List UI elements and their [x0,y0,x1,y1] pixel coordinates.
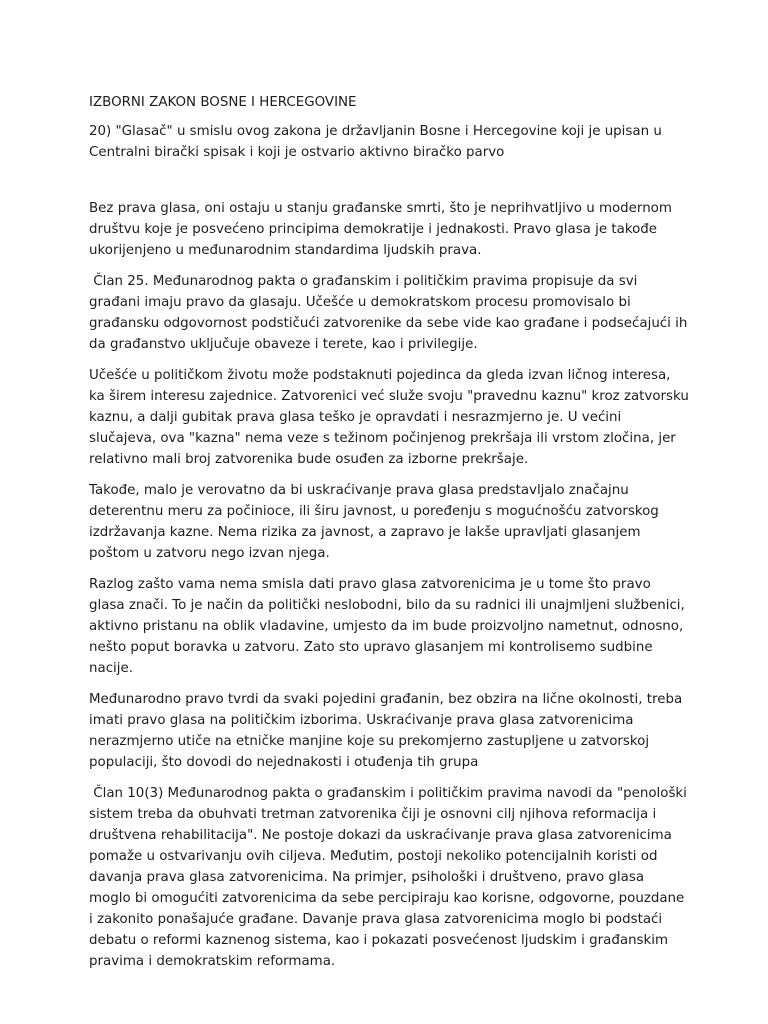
paragraph-definition: 20) "Glasač" u smislu ovog zakona je državljanin Bosne i Hercegovine koji je upisan u Centralni birački spisak i koji je ostvario aktivno biračko parvo [89,124,662,160]
paragraph-civil-death: Bez prava glasa, oni ostaju u stanju građanske smrti, što je neprihvatljivo u modernom društvu koje je posvećeno principima demokratije i jednakosti. Pravo glasa je takođe ukorijenjeno u međunarodnim standardima ljudskih prava. [89,201,672,258]
document-title: IZBORNI ZAKON BOSNE I HERCEGOVINE [89,95,357,110]
paragraph-reason: Razlog zašto vama nema smisla dati pravo glasa zatvorenicima je u tome što pravo glasa znači. To je način da politički neslobodni, bilo da su radnici ili unajmljeni službenici, aktivno pristanu na oblik vladavine, umjesto da im bude proizvoljno nametnut, odnosno, nešto poput boravka u zatvoru. Zato sto upravo glasanjem mi kontrolisemo sudbine nacije. [89,577,685,676]
paragraph-deterrence: Takođe, malo je verovatno da bi uskraćivanje prava glasa predstavljalo značajnu deterentnu meru za počinioce, ili širu javnost, u poređenju s mogućnošću zatvorskog izdržavanja kazne. Nema rizika za javnost, a zapravo je lakše upravljati glasanjem poštom u zatvoru nego izvan njega. [89,483,659,561]
paragraph-article-10: Član 10(3) Međunarodnog pakta o građanskim i političkim pravima navodi da "penološki sistem treba da obuhvati tretman zatvorenika čiji je osnovni cilj njihova reformacija i društvena rehabilitacija". Ne postoje dokazi da uskraćivanje prava glasa zatvorenicima pomaže u ostvarivanju ovih ciljeva. Međutim, postoji nekoliko potencijalnih koristi od davanja prava glasa zatvorenicima. Na primjer, psihološki i društveno, pravo glasa moglo bi omogućiti zatvorenicima da sebe percipiraju kao korisne, odgovorne, pouzdane i zakonito ponašajuće građane. Davanje prava glasa zatvorenicima moglo bi podstaći debatu o reformi kaznenog sistema, kao i pokazati posvećenost ljudskim i građanskim pravima i demokratskim reformama. [89,786,692,969]
paragraph-article-25: Član 25. Međunarodnog pakta o građanskim i političkim pravima propisuje da svi građani imaju pravo da glasaju. Učešće u demokratskom procesu promovisalo bi građansku odgovornost podstičući zatvorenike da sebe vide kao građane i podsećajući ih da građanstvo uključuje obaveze i terete, kao i privilegije. [89,274,692,352]
document-page [89,92,692,982]
paragraph-international-law: Međunarodno pravo tvrdi da svaki pojedini građanin, bez obzira na lične okolnosti, treba imati pravo glasa na političkim izborima. Uskraćivanje prava glasa zatvorenicima nerazmjerno utiče na etničke manjine koje su prekomjerno zastupljene u zatvorskoj populaciji, što dovodi do nejednakosti i otuđenja tih grupa [89,692,683,770]
paragraph-political-life: Učešće u političkom životu može podstaknuti pojedinca da gleda izvan ličnog interesa, ka širem interesu zajednice. Zatvorenici već služe svoju "pravednu kaznu" kroz zatvorsku kaznu, a dalji gubitak prava glasa teško je opravdati i nesrazmjerno je. U većini slučajeva, ova "kazna" nema veze s težinom počinjenog prekršaja ili vrstom zločina, jer relativno mali broj zatvorenika bude osuđen za izborne prekršaje. [89,368,689,467]
